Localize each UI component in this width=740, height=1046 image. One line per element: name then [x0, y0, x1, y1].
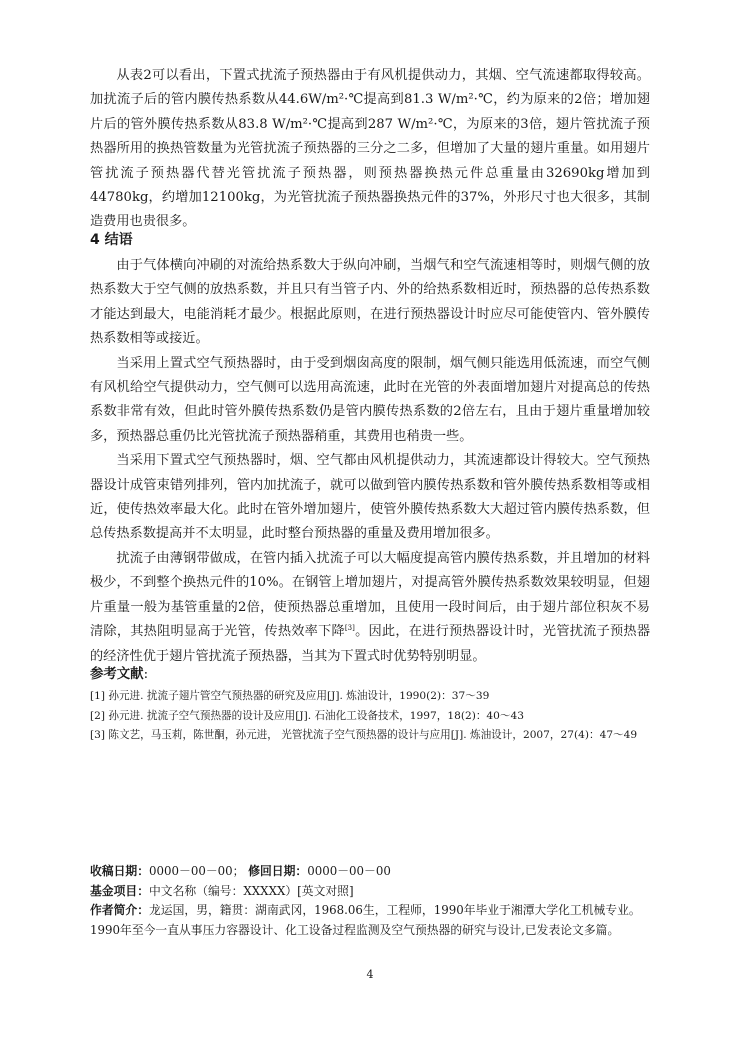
conclusion-paragraph-4-text: 扰流子由薄钢带做成，在管内插入扰流子可以大幅度提高管内膜传热系数，并且增加的材料极少，不到整个换热元件的10%。在钢管上增加翅片，对提高管外膜传热系数效果较明显，但翅片重量一般为基管重量的2倍，使预热器总重增加，且使用一段时间后，由于翅片部位积灰不易清除，其热阻明显高于光管，传热效率下降	[90, 550, 650, 640]
reference-item-1: [1] 孙元进. 扰流子翅片管空气预热器的研究及应用[J]. 炼油设计，1990(2)：37～39	[90, 690, 490, 702]
citation-marker[interactable]: [3]	[344, 624, 355, 633]
received-label: 收稿日期：	[90, 864, 149, 878]
conclusion-paragraph-4	[90, 547, 650, 669]
fund-line	[90, 882, 670, 902]
reference-item-2: [2] 孙元进. 扰流子空气预热器的设计及应用[J]. 石油化工设备技术，1997，18(2)：40～43	[90, 709, 524, 722]
article-metadata	[90, 862, 670, 940]
conclusion-paragraph-3: 当采用下置式空气预热器时，烟、空气都由风机提供动力，其流速都设计得较大。空气预热器设计成管束错列排列，管内加扰流子，就可以做到管内膜传热系数和管外膜传热系数相等或相近，使传热效率最大化。此时在管外增加翅片，使管外膜传热系数大大超过管内膜传热系数，但总传热系数提高并不太明显，此时整台预热器的重量及费用增加很多。	[90, 453, 650, 542]
conclusion-paragraph-1: 由于气体横向冲刷的对流给热系数大于纵向冲刷，当烟气和空气流速相等时，则烟气侧的放热系数大于空气侧的放热系数，并且只有当管子内、外的给热系数相近时，预热器的总传热系数才能达到最大，电能消耗才最少。根据此原则，在进行预热器设计时应尽可能使管内、管外膜传热系数相等或接近。	[90, 258, 650, 347]
conclusion-paragraph-4-tail: 。因此，在进行预热器设计时，光管扰流子预热器的经济性优于翅片管扰流子预热器，当其为下置式时优势特别明显。	[90, 624, 651, 664]
author-value: 龙运国，男，籍贯：湖南武冈，1968.06生，工程师，1990年毕业于湘潭大学化工机械专业。1990年至今一直从事压力容器设计、化工设备过程监测及空气预热器的研究与设计,已发表论文多篇。	[90, 903, 641, 937]
intro-paragraph-block	[90, 64, 650, 235]
conclusion-paragraph-2: 当采用上置式空气预热器时，由于受到烟囱高度的限制，烟气侧只能选用低流速，而空气侧有风机给空气提供动力，空气侧可以选用高流速，此时在光管的外表面增加翅片对提高总的传热系数非常有效，但此时管外膜传热系数仍是管内膜传热系数的2倍左右，且由于翅片重量增加较多，预热器总重仍比光管扰流子预热器稍重，其费用也稍贵一些。	[90, 355, 650, 444]
intro-paragraph: 从表2可以看出，下置式扰流子预热器由于有风机提供动力，其烟、空气流速都取得较高。加扰流子后的管内膜传热系数从44.6W/m²·℃提高到81.3 W/m²·℃，约为原来的2倍；增加翅片后的管外膜传热系数从83.8 W/m²·℃提高到287 W/m²·℃，为原来的3倍，翅片管扰流子预热器所用的换热管数量为光管扰流子预热器的三分之二多，但增加了大量的翅片重量。如用翅片管扰流子预热器代替光管扰流子预热器，则预热器换热元件总重量由32690kg增加到44780kg，约增加12100kg，为光管扰流子预热器换热元件的37%，外形尺寸也大很多，其制造费用也贵很多。	[90, 68, 650, 230]
fund-label: 基金项目：	[90, 883, 149, 898]
conclusion-section	[90, 254, 650, 669]
revised-value: 0000－00－00	[307, 864, 391, 878]
received-value: 0000－00－00；	[149, 864, 245, 878]
page-number: 4	[366, 968, 374, 981]
revised-label: 修回日期：	[248, 864, 308, 878]
references-colon: :	[143, 667, 149, 682]
reference-list	[90, 687, 670, 746]
references-heading	[90, 665, 148, 684]
author-line	[90, 901, 670, 940]
references-title: 参考文献	[90, 666, 144, 682]
section-heading: 4 结语	[90, 232, 133, 248]
dates-line	[90, 862, 670, 882]
reference-item-3: [3] 陈文艺，马玉莉，陈世酮，孙元进， 光管扰流子空气预热器的设计与应用[J]. 炼油设计，2007，27(4)：47～49	[90, 729, 638, 741]
author-label: 作者简介：	[90, 903, 149, 918]
fund-value: 中文名称（编号：XXXXX）[英文对照]	[149, 883, 354, 898]
